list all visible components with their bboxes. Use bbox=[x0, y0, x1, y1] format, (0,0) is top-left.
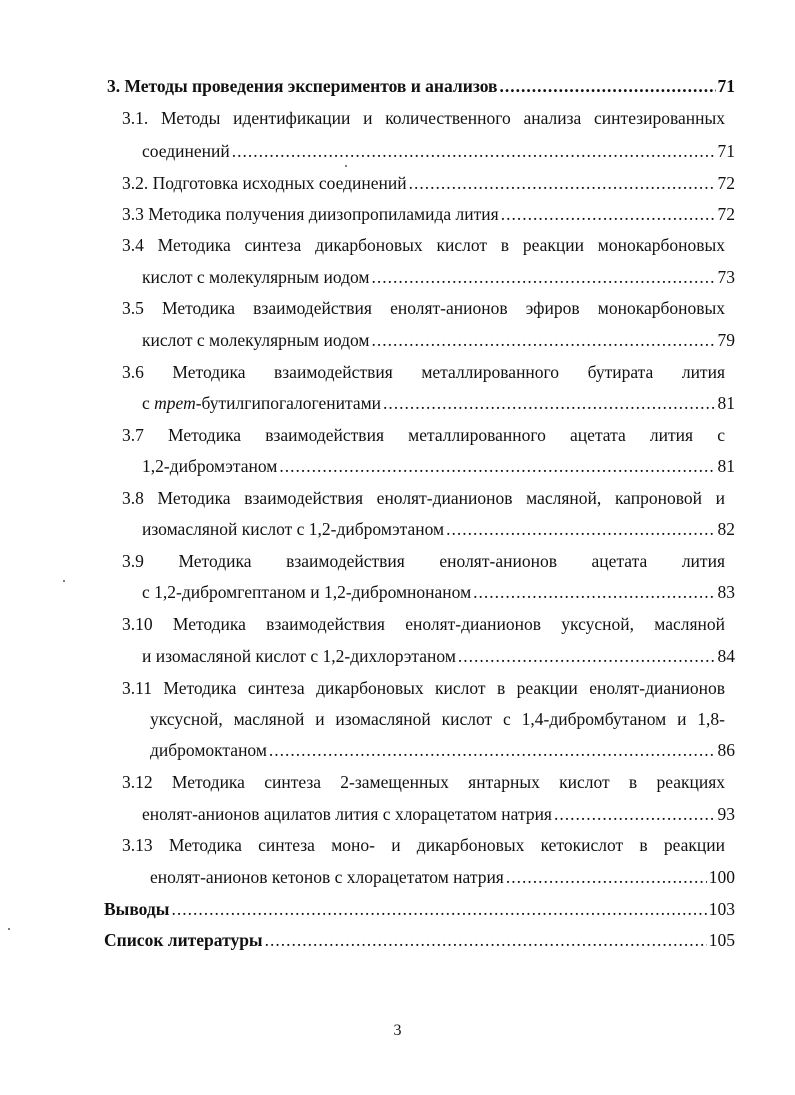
toc-title: 1,2-дибромэтаном bbox=[142, 456, 278, 476]
toc-title: изомасляной кислот с 1,2-дибромэтаном bbox=[142, 519, 445, 539]
toc-entry-3-7-line1 bbox=[122, 424, 725, 446]
toc-entry-3-11-line2 bbox=[150, 708, 725, 730]
toc-entry-3-9-line1 bbox=[122, 550, 725, 572]
toc-page: 72 bbox=[717, 204, 735, 224]
scan-speck bbox=[345, 165, 347, 167]
toc-leader bbox=[473, 581, 715, 603]
toc-title: 3.5 Методика взаимодействия енолят-анионов эфиров монокарбоновых bbox=[122, 298, 725, 318]
toc-entry-references bbox=[104, 929, 735, 951]
scan-speck bbox=[8, 928, 10, 930]
toc-entry-chapter-3 bbox=[107, 75, 735, 97]
toc-page: 100 bbox=[708, 867, 735, 887]
toc-leader bbox=[372, 329, 716, 351]
toc-leader bbox=[501, 203, 716, 225]
toc-title: 3.8 Методика взаимодействия енолят-дианионов масляной, капроновой и bbox=[122, 488, 725, 508]
toc-entry-3-11-line3 bbox=[150, 739, 735, 761]
toc-page: 72 bbox=[717, 173, 735, 193]
toc-title-rest: -бутилгипогалогенитами bbox=[195, 393, 382, 413]
toc-title: 3.11 Методика синтеза дикарбоновых кислот в реакции енолят-дианионов bbox=[122, 678, 725, 698]
toc-entry-3-6-line2 bbox=[142, 392, 735, 414]
toc-title: соединений bbox=[142, 141, 230, 161]
toc-entry-3-10-line2 bbox=[142, 645, 735, 667]
toc-leader bbox=[265, 929, 707, 951]
toc-leader bbox=[232, 140, 716, 162]
toc-title: с 1,2-дибромгептаном и 1,2-дибромнонаном bbox=[142, 582, 472, 602]
toc-entry-3-12-line1 bbox=[122, 771, 725, 793]
toc-leader bbox=[506, 866, 707, 888]
toc-title: и изомасляной кислот с 1,2-дихлорэтаном bbox=[142, 646, 456, 666]
toc-entry-3-1-line1 bbox=[122, 107, 725, 129]
toc-title: уксусной, масляной и изомасляной кислот с 1,4-дибромбутаном и 1,8- bbox=[150, 709, 725, 729]
toc-leader bbox=[372, 266, 716, 288]
toc-leader bbox=[446, 518, 715, 540]
toc-entry-3-11-line1 bbox=[122, 677, 725, 699]
toc-title-italic: трет bbox=[154, 393, 196, 413]
toc-leader bbox=[409, 172, 716, 194]
toc-title-prefix: с bbox=[142, 393, 155, 413]
toc-leader bbox=[500, 75, 716, 97]
toc-page: 71 bbox=[717, 141, 735, 161]
toc-entry-3-2 bbox=[122, 172, 735, 194]
toc-page: 86 bbox=[717, 740, 735, 760]
toc-entry-3-8-line1 bbox=[122, 487, 725, 509]
toc-page: 105 bbox=[708, 930, 735, 950]
toc-title: 3.12 Методика синтеза 2-замещенных янтарных кислот в реакциях bbox=[122, 772, 725, 792]
toc-page: 93 bbox=[717, 804, 735, 824]
toc-entry-3-5-line1 bbox=[122, 297, 725, 319]
toc-page: 71 bbox=[717, 76, 735, 96]
toc-page: 81 bbox=[717, 393, 735, 413]
toc-entry-3-12-line2 bbox=[142, 803, 735, 825]
toc-leader bbox=[279, 455, 715, 477]
toc-leader bbox=[383, 392, 715, 414]
toc-title bbox=[142, 392, 381, 414]
toc-entry-3-10-line1 bbox=[122, 613, 725, 635]
page-number: 3 bbox=[393, 1022, 402, 1039]
toc-entry-3-13-line2 bbox=[150, 866, 735, 888]
toc-leader bbox=[458, 645, 716, 667]
toc-title: кислот с молекулярным иодом bbox=[142, 267, 370, 287]
toc-entry-3-4-line2 bbox=[142, 266, 735, 288]
toc-page: 81 bbox=[717, 456, 735, 476]
toc-title: 3.1. Методы идентификации и количественного анализа синтезированных bbox=[122, 108, 725, 128]
toc-page: 103 bbox=[708, 899, 735, 919]
toc-title: 3.2. Подготовка исходных соединений bbox=[122, 173, 407, 193]
toc-entry-conclusions bbox=[104, 898, 735, 920]
toc-leader bbox=[171, 898, 706, 920]
toc-entry-3-1-line2 bbox=[142, 140, 735, 162]
toc-page: 82 bbox=[717, 519, 735, 539]
toc-entry-3-7-line2 bbox=[142, 455, 735, 477]
toc-entry-3-4-line1 bbox=[122, 234, 725, 256]
toc-title: 3.3 Методика получения диизопропиламида лития bbox=[122, 204, 499, 224]
toc-leader bbox=[554, 803, 716, 825]
toc-entry-3-5-line2 bbox=[142, 329, 735, 351]
toc-title: енолят-анионов кетонов с хлорацетатом натрия bbox=[150, 867, 504, 887]
toc-title: кислот с молекулярным иодом bbox=[142, 330, 370, 350]
toc-page: 83 bbox=[717, 582, 735, 602]
toc-title: 3.13 Методика синтеза моно- и дикарбоновых кетокислот в реакции bbox=[122, 835, 725, 855]
toc-entry-3-6-line1 bbox=[122, 361, 725, 383]
toc-title: 3.4 Методика синтеза дикарбоновых кислот в реакции монокарбоновых bbox=[122, 235, 725, 255]
toc-title: 3.9 Методика взаимодействия енолят-анионов ацетата лития bbox=[122, 551, 725, 571]
toc-title: 3.10 Методика взаимодействия енолят-дианионов уксусной, масляной bbox=[122, 614, 725, 634]
toc-title: 3. Методы проведения экспериментов и анализов bbox=[107, 76, 498, 96]
toc-title: 3.6 Методика взаимодействия металлированного бутирата лития bbox=[122, 362, 725, 382]
toc-entry-3-3 bbox=[122, 203, 735, 225]
toc-page: 73 bbox=[717, 267, 735, 287]
toc-page: 79 bbox=[717, 330, 735, 350]
toc-title: дибромоктаном bbox=[150, 740, 267, 760]
toc-title: 3.7 Методика взаимодействия металлированного ацетата лития с bbox=[122, 425, 725, 445]
toc-page: 84 bbox=[717, 646, 735, 666]
toc-entry-3-9-line2 bbox=[142, 581, 735, 603]
toc-title: Выводы bbox=[104, 899, 170, 919]
toc-entry-3-8-line2 bbox=[142, 518, 735, 540]
toc-leader bbox=[269, 739, 716, 761]
toc-entry-3-13-line1 bbox=[122, 834, 725, 856]
scan-speck bbox=[63, 580, 65, 582]
toc-title: Список литературы bbox=[104, 930, 263, 950]
toc-title: енолят-анионов ацилатов лития с хлорацетатом натрия bbox=[142, 804, 552, 824]
